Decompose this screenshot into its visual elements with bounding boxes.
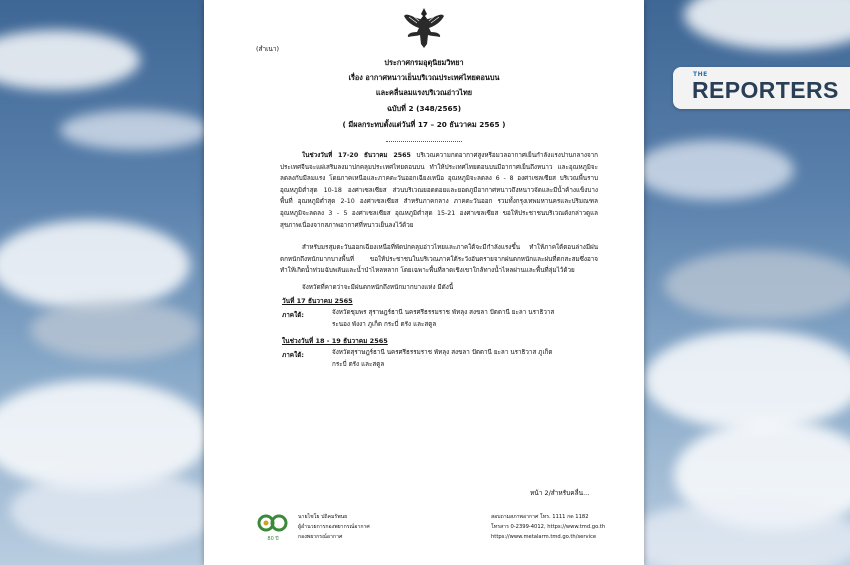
province-list-day2: จังหวัดสุราษฎร์ธานี นครศรีธรรมราช พัทลุง สงขลา ปัตตานี ยะลา นราธิวาส ภูเก็ต กระบี่ ตรัง และสตูล <box>332 349 553 368</box>
copy-note: (สำเนา) <box>256 45 280 53</box>
signer-title: ผู้อำนวยการกองพยากรณ์อากาศ <box>298 524 370 530</box>
paragraph-cold-weather <box>280 150 598 231</box>
contact-fax: โทรสาร 0-2399-4012, https://www.tmd.go.th <box>491 524 606 530</box>
next-page-note: หน้า 2/สำหรับคลื่น... <box>530 489 590 497</box>
signer-dept: กองพยากรณ์อากาศ <box>298 534 343 540</box>
brand-the: THE <box>693 71 708 78</box>
paragraph-province-intro: จังหวัดที่คาดว่าจะมีฝนตกหนักถึงหนักมากบางแห่ง มีดังนี้ <box>302 284 454 291</box>
paragraph-body: บริเวณความกดอากาศสูงหรือมวลอากาศเย็นกำลังแรงปานกลางจากประเทศจีนจะแผ่เสริมลงมาปกคลุมประเทศไทยตอนบน ทำให้ประเทศไทยตอนบนมีอากาศเย็นถึงหนาว และอุณหภูมิจะลดลงกับมีลมแรง โดยภาคเหนือและภาคตะวันออกเฉียงเหนือ อุณหภูมิจะลดลง 6 - 8 องศาเซลเซียส บริเวณพื้นราบอุณหภูมิต่ำสุด 10-18 องศาเซลเซียส ส่วนบริเวณยอดดอยและยอดภูมีอากาศหนาวถึงหนาวจัดและมีน้ำค้างแข็งบางพื้นที่ อุณหภูมิต่ำสุด 2-10 องศาเซลเซียส สำหรับภาคกลาง ภาคตะวันออก รวมทั้งกรุงเทพมหานครและปริมณฑล อุณหภูมิจะลดลง 3 - 5 องศาเซลเซียส อุณหภูมิต่ำสุด 15-21 องศาเซลเซียส ขอให้ประชาชนบริเวณดังกล่าวดูแลสุขภาพเนื่องจากสภาพอากาศที่หนาวเย็นลงไว้ด้วย <box>280 152 598 229</box>
heading-org: ประกาศกรมอุตุนิยมวิทยา <box>384 58 464 67</box>
contact-hotline: สอบถามสภาพอากาศ โทร. 1111 กด 1182 <box>491 514 589 520</box>
region-label-day1: ภาคใต้: <box>282 311 304 319</box>
heading-subject: เรื่อง อากาศหนาวเย็นบริเวณประเทศไทยตอนบน <box>348 73 500 82</box>
contact-block <box>491 512 605 542</box>
heading-effective-dates: ( มีผลกระทบตั้งแต่วันที่ 17 – 20 ธันวาคม 2565 ) <box>342 120 506 129</box>
date-heading-day1: วันที่ 17 ธันวาคม 2565 <box>282 297 353 305</box>
anniversary-80-logo-icon <box>256 512 290 542</box>
the-reporters-logo <box>673 67 850 109</box>
paragraph-monsoon: สำหรับมรสุมตะวันออกเฉียงเหนือที่พัดปกคลุมอ่าวไทยและภาคใต้จะมีกำลังแรงขึ้น ทำให้ภาคใต้ตอนล่างมีฝนตกหนักถึงหนักมากบางพื้นที่ ขอให้ประชาชนในบริเวณภาคใต้ระวังอันตรายจากฝนตกหนักและฝนที่ตกสะสมซึ่งอาจทำให้เกิดน้ำท่วมฉับพลันและน้ำป่าไหลหลาก โดยเฉพาะพื้นที่ลาดเชิงเขาใกล้ทางน้ำไหลผ่านและพื้นที่ลุ่มไว้ด้วย <box>280 244 598 275</box>
date-heading-day2: ในช่วงวันที่ 18 - 19 ธันวาคม 2565 <box>282 337 388 345</box>
svg-text:80 ปี: 80 ปี <box>267 536 279 542</box>
contact-web: https://www.metalarm.tmd.go.th/service <box>491 534 597 540</box>
province-list-day1: จังหวัดชุมพร สุราษฎร์ธานี นครศรีธรรมราช พัทลุง สงขลา ปัตตานี ยะลา นราธิวาส ระนอง พังงา ภูเก็ต กระบี่ ตรัง และสตูล <box>332 309 555 328</box>
announcement-document <box>204 0 644 565</box>
signature-block <box>298 512 370 542</box>
paragraph-lead: ในช่วงวันที่ 17-20 ธันวาคม 2565 <box>302 152 411 159</box>
separator-line <box>386 141 462 142</box>
region-label-day2: ภาคใต้: <box>282 351 304 359</box>
signer-name: นายไชโย ปถิคมรัพนย <box>298 514 348 520</box>
sky-background-left <box>0 0 204 565</box>
heading-issue-number: ฉบับที่ 2 (348/2565) <box>386 104 462 113</box>
brand-wordmark: REPORTERS <box>692 77 839 103</box>
garuda-emblem-icon <box>403 6 445 50</box>
heading-subject-cont: และคลื่นลมแรงบริเวณอ่าวไทย <box>375 88 473 97</box>
